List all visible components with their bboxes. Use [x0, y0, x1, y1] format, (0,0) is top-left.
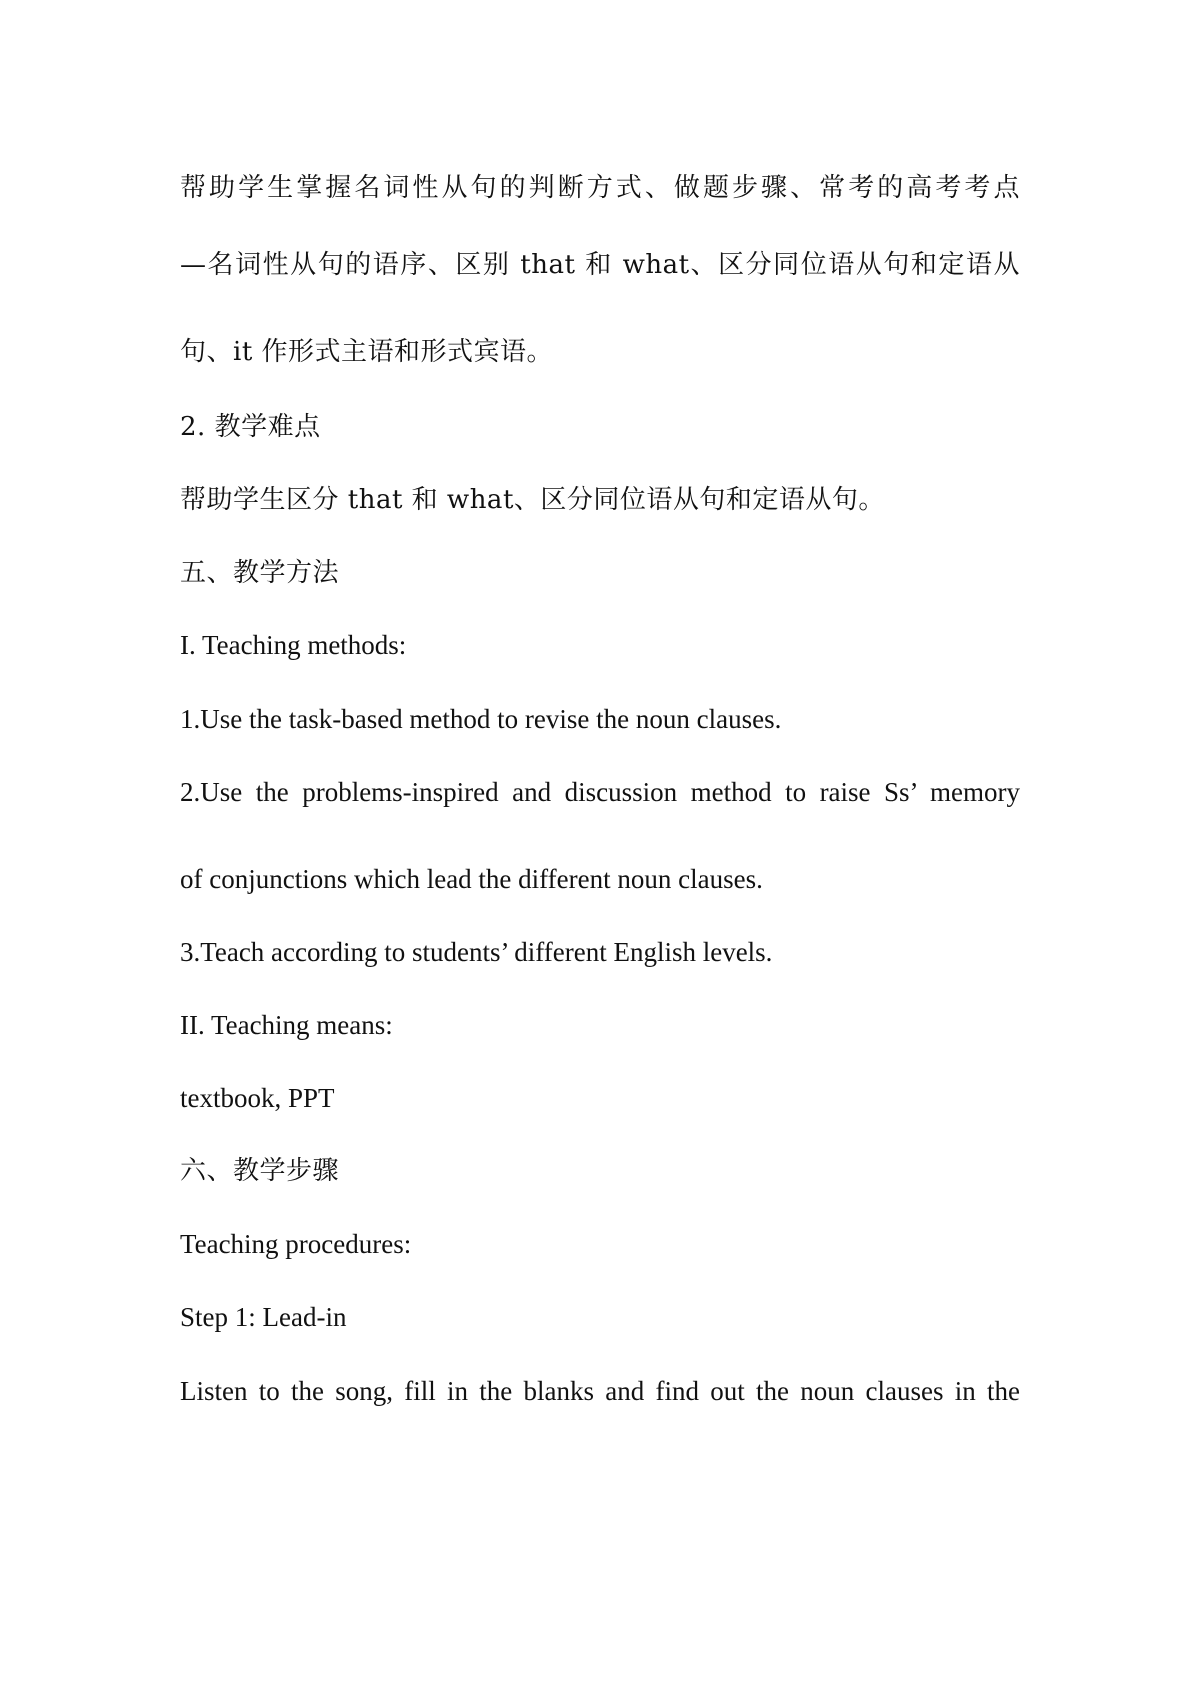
teaching-means-items: textbook, PPT — [180, 1083, 335, 1113]
section-heading-teaching-steps-zh: 六、教学步骤 — [180, 1156, 340, 1186]
method-item-2-line-2: of conjunctions which lead the different noun clauses. — [180, 864, 763, 894]
section-heading-teaching-methods-zh: 五、教学方法 — [180, 558, 340, 588]
method-item-3: 3.Teach according to students’ different English levels. — [180, 937, 773, 967]
body-text-line-5: 帮助学生区分 that 和 what、区分同位语从句和定语从句。 — [180, 485, 885, 515]
section-heading-teaching-means: II. Teaching means: — [180, 1010, 393, 1040]
step-1-heading: Step 1: Lead-in — [180, 1302, 347, 1332]
step-1-instruction: Listen to the song, fill in the blanks and find out the noun clauses in the — [180, 1376, 1020, 1406]
body-text-line-2: —名词性从句的语序、区别 that 和 what、区分同位语从句和定语从 — [180, 250, 1020, 280]
section-heading-teaching-difficulties: 2. 教学难点 — [180, 412, 321, 442]
body-text-line-1: 帮助学生掌握名词性从句的判断方式、做题步骤、常考的高考考点 — [180, 173, 1020, 203]
body-text-line-3: 句、it 作形式主语和形式宾语。 — [180, 337, 554, 367]
method-item-1: 1.Use the task-based method to revise the noun clauses. — [180, 704, 782, 734]
section-heading-teaching-procedures: Teaching procedures: — [180, 1229, 412, 1259]
section-heading-teaching-methods: I. Teaching methods: — [180, 630, 407, 660]
method-item-2-line-1: 2.Use the problems-inspired and discussion method to raise Ss’ memory — [180, 777, 1020, 807]
